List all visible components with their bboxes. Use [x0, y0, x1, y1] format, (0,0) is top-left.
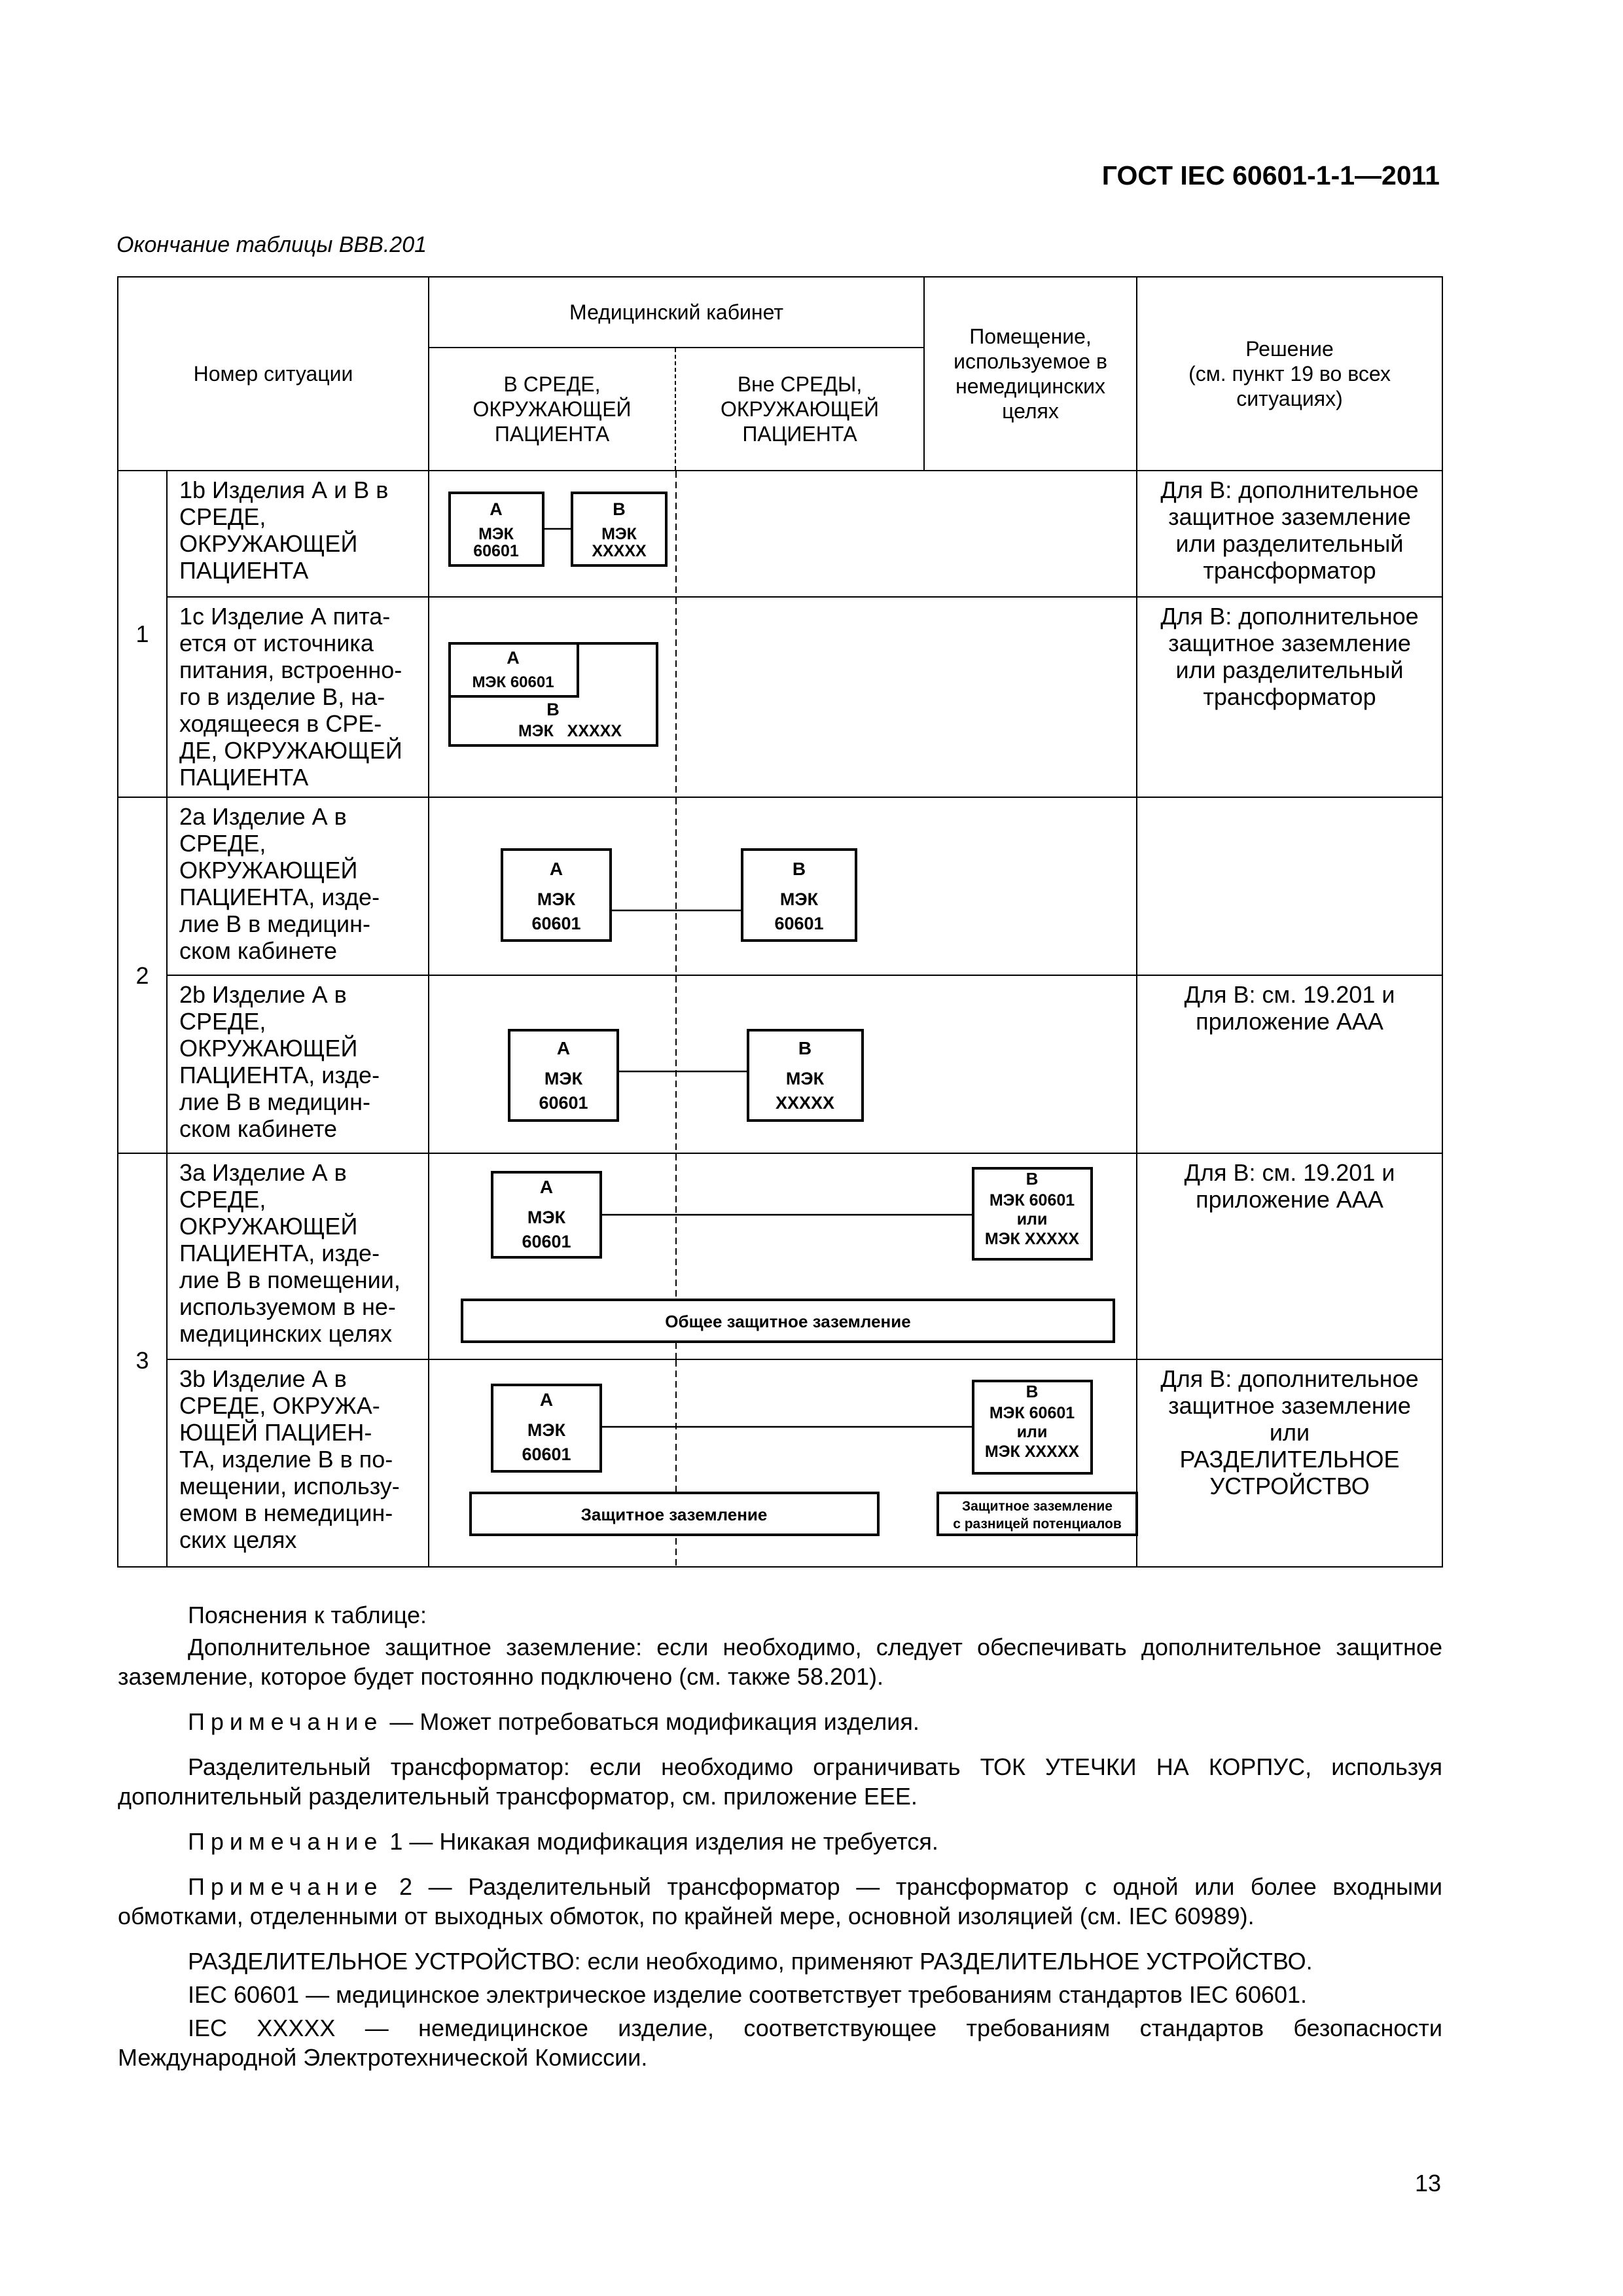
situation-number: 1	[118, 471, 167, 797]
diagram-3b	[429, 1360, 1137, 1568]
situation-description: 2а Изделие А в СРЕДЕ, ОКРУЖАЮЩЕЙ ПАЦИЕНТА, изде- лие В в медицин- ском кабинете	[167, 797, 429, 975]
device-b-label: В	[792, 859, 806, 879]
table-row	[118, 1359, 1442, 1567]
device-b-standard: МЭК XXXXX	[518, 722, 622, 740]
header-solution: Решение (см. пункт 19 во всех ситуациях)	[1137, 277, 1442, 471]
diagram-cell	[429, 797, 1137, 975]
diagram-1b	[429, 471, 1137, 598]
situation-number: 3	[118, 1153, 167, 1567]
header-situation: Номер ситуации	[118, 277, 429, 471]
device-a-standard: МЭК	[527, 1208, 566, 1227]
table-caption: Окончание таблицы ВВВ.201	[116, 232, 427, 257]
device-a-label: А	[539, 1390, 554, 1410]
device-a-standard: МЭК	[527, 1420, 566, 1440]
situation-description: 3b Изделие А в СРЕДЕ, ОКРУЖА- ЮЩЕЙ ПАЦИЕН- ТА, изделие В в по- мещении, использу- емом в немедицин- ских целях	[167, 1359, 429, 1567]
diagram-cell	[429, 471, 1137, 597]
diagram-3a	[429, 1154, 1137, 1360]
device-a-label: А	[556, 1038, 571, 1058]
diagram-cell	[429, 1359, 1137, 1567]
header-out-environment: Вне СРЕДЫ, ОКРУЖАЮЩЕЙ ПАЦИЕНТА	[675, 348, 924, 471]
device-b-standard: МЭК	[785, 1069, 825, 1088]
device-a-standard: МЭК	[537, 889, 576, 909]
diagram-2b	[429, 976, 1137, 1154]
note-iec-xxxxx: IEC XXXXX — немедицинское изделие, соответствующее требованиям стандартов безопасности Международной Электротехнической Комиссии.	[118, 2015, 1442, 2071]
device-b-alt-standard: МЭК XXXXX	[984, 1230, 1080, 1248]
device-b-alt-standard: МЭК XXXXX	[984, 1443, 1080, 1461]
device-b-standard: МЭК	[601, 525, 637, 543]
device-b-label: В	[1026, 1382, 1039, 1401]
table-row	[118, 597, 1442, 797]
device-a-standard-number: 60601	[473, 542, 519, 560]
device-b-standard-number: XXXXX	[775, 1093, 835, 1113]
protective-earth-label: Защитное заземление	[580, 1505, 768, 1524]
device-b-standard-number: 60601	[774, 914, 824, 933]
situation-description: 1c Изделие А пита- ется от источника питания, встроенно- го в изделие В, на- ходящееся в СРЕ- ДЕ, ОКРУЖАЮЩЕЙ ПАЦИЕНТА	[167, 597, 429, 797]
device-b-label: В	[546, 700, 560, 719]
diagram-1c	[429, 598, 1137, 798]
device-a-label: А	[539, 1177, 554, 1197]
solution-cell: Для В: дополнительное защитное заземление или разделительный трансформатор	[1137, 471, 1442, 597]
diagram-cell	[429, 975, 1137, 1153]
device-b-or: или	[1016, 1210, 1048, 1229]
device-b-label: В	[798, 1038, 812, 1058]
situation-description: 1b Изделия А и В в СРЕДЕ, ОКРУЖАЮЩЕЙ ПАЦИЕНТА	[167, 471, 429, 597]
table-row	[118, 975, 1442, 1153]
common-earth-label: Общее защитное заземление	[665, 1312, 911, 1331]
device-b-label: В	[1026, 1169, 1039, 1189]
situation-description: 3а Изделие А в СРЕДЕ, ОКРУЖАЮЩЕЙ ПАЦИЕНТА, изде- лие В в помещении, используемом в не- медицинских целях	[167, 1153, 429, 1359]
device-a-label: А	[507, 648, 520, 668]
device-a-label: А	[490, 499, 503, 519]
note-remark-1: Примечание 1 — Никакая модификация изделия не требуется.	[188, 1828, 938, 1855]
solution-cell: Для В: см. 19.201 и приложение ААА	[1137, 1153, 1442, 1359]
device-a-standard: МЭК 60601	[472, 673, 554, 691]
device-a-standard-number: 60601	[531, 914, 581, 933]
device-b-label: В	[613, 499, 626, 519]
situations-table	[117, 276, 1443, 1568]
diagram-cell	[429, 597, 1137, 797]
notes-intro: Пояснения к таблице:	[188, 1602, 427, 1628]
situation-number: 2	[118, 797, 167, 1153]
page-number: 13	[1414, 2170, 1441, 2197]
header-medical-room: Медицинский кабинет	[429, 277, 924, 348]
potential-difference-earth-label-2: с разницей потенциалов	[953, 1516, 1122, 1532]
table-row	[118, 471, 1442, 597]
device-a-standard: МЭК	[544, 1069, 583, 1088]
device-a-standard-number: 60601	[522, 1232, 571, 1251]
header-in-environment: В СРЕДЕ, ОКРУЖАЮЩЕЙ ПАЦИЕНТА	[429, 348, 675, 471]
diagram-cell	[429, 1153, 1137, 1359]
device-a-standard: МЭК	[478, 525, 514, 543]
note-remark: Примечание — Может потребоваться модификация изделия.	[188, 1708, 919, 1735]
diagram-2a	[429, 798, 1137, 976]
device-b-standard: МЭК	[779, 889, 819, 909]
device-a-label: А	[549, 859, 563, 879]
table-notes	[118, 1600, 1442, 2072]
situation-description: 2b Изделие А в СРЕДЕ, ОКРУЖАЮЩЕЙ ПАЦИЕНТА, изде- лие В в медицин- ском кабинете	[167, 975, 429, 1153]
solution-cell: Для В: дополнительное защитное заземление или разделительный трансформатор	[1137, 597, 1442, 797]
potential-difference-earth-label: Защитное заземление	[962, 1499, 1113, 1514]
device-a-standard-number: 60601	[539, 1093, 588, 1113]
note-separating-transformer: Разделительный трансформатор: если необходимо ограничивать ТОК УТЕЧКИ НА КОРПУС, используя дополнительный разделительный трансформатор, см. приложение ЕЕЕ.	[118, 1753, 1442, 1810]
note-remark-2: Примечание 2 — Разделительный трансформатор — трансформатор с одной или более входными обмотками, отделенными от выходных обмоток, по крайней мере, основной изоляцией (см. IEC 60989).	[118, 1873, 1442, 1929]
header-nonmedical-room: Помещение, используемое в немедицинских целях	[924, 277, 1137, 471]
device-a-standard-number: 60601	[522, 1444, 571, 1464]
note-iec-60601: IEC 60601 — медицинское электрическое изделие соответствует требованиям стандартов IEC 60601.	[188, 1981, 1308, 2008]
device-b-standard-number: XXXXX	[592, 542, 647, 560]
device-b-standard: МЭК 60601	[989, 1404, 1075, 1422]
note-separation-device: РАЗДЕЛИТЕЛЬНОЕ УСТРОЙСТВО: если необходимо, применяют РАЗДЕЛИТЕЛЬНОЕ УСТРОЙСТВО.	[188, 1948, 1313, 1975]
table-row	[118, 797, 1442, 975]
table-row	[118, 1153, 1442, 1359]
solution-cell	[1137, 797, 1442, 975]
document-header: ГОСТ IEC 60601-1-1—2011	[1101, 160, 1440, 190]
device-b-or: или	[1016, 1423, 1048, 1441]
solution-cell: Для В: дополнительное защитное заземление или РАЗДЕЛИТЕЛЬНОЕ УСТРОЙСТВО	[1137, 1359, 1442, 1567]
note-additional-earth: Дополнительное защитное заземление: если необходимо, следует обеспечивать дополнительное защитное заземление, которое будет постоянно подключено (см. также 58.201).	[118, 1634, 1442, 1690]
device-b-standard: МЭК 60601	[989, 1191, 1075, 1210]
solution-cell: Для В: см. 19.201 и приложение ААА	[1137, 975, 1442, 1153]
